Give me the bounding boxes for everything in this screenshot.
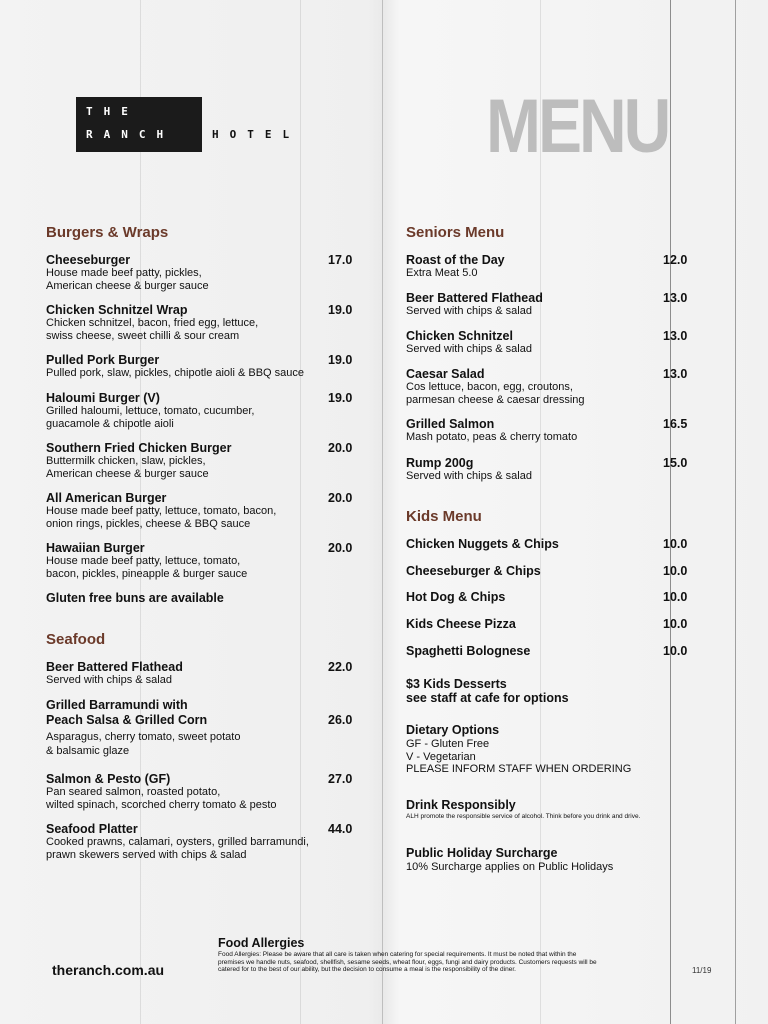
- menu-item: [46, 391, 356, 430]
- item-description: Served with chips & salad: [406, 305, 532, 317]
- item-description: House made beef patty, lettuce, tomato, bacon, pickles, pineapple & burger sauce: [46, 555, 248, 580]
- menu-item: [406, 367, 656, 406]
- item-price: 10.0: [663, 644, 688, 658]
- item-description: Mash potato, peas & cherry tomato: [406, 431, 578, 443]
- item-price: 10.0: [663, 590, 688, 604]
- item-name: Chicken Nuggets & Chips: [406, 537, 559, 551]
- menu-item: [46, 660, 356, 687]
- version-code: 11/19: [692, 966, 712, 975]
- menu-item: [46, 303, 356, 342]
- item-name: Salmon & Pesto (GF): [46, 772, 171, 786]
- item-price: 16.5: [663, 417, 688, 431]
- holiday-title: Public Holiday Surcharge: [406, 846, 558, 860]
- dietary-lines: GF - Gluten Free V - Vegetarian PLEASE INFORM STAFF WHEN ORDERING: [406, 738, 632, 775]
- menu-item: [406, 417, 656, 444]
- item-name: Roast of the Day: [406, 253, 505, 267]
- item-description: Cos lettuce, bacon, egg, croutons, parmesan cheese & caesar dressing: [406, 381, 585, 406]
- wood-plank-line: [382, 0, 383, 1024]
- item-price: 13.0: [663, 367, 688, 381]
- item-description: Served with chips & salad: [406, 470, 532, 482]
- menu-item: [46, 491, 356, 530]
- item-price: 27.0: [328, 772, 353, 786]
- gluten-free-note: Gluten free buns are available: [46, 591, 224, 605]
- item-name: Rump 200g: [406, 456, 474, 470]
- section-title-burgers: Burgers & Wraps: [46, 224, 169, 241]
- item-description: Buttermilk chicken, slaw, pickles, American cheese & burger sauce: [46, 455, 209, 480]
- item-name: Kids Cheese Pizza: [406, 617, 516, 631]
- item-description: Pulled pork, slaw, pickles, chipotle aioli & BBQ sauce: [46, 367, 305, 379]
- kids-desserts-note: $3 Kids Desserts see staff at cafe for options: [406, 677, 569, 705]
- item-price: 19.0: [328, 391, 353, 405]
- item-price: 13.0: [663, 291, 688, 305]
- item-description: House made beef patty, lettuce, tomato, bacon, onion rings, pickles, cheese & BBQ sauce: [46, 505, 277, 530]
- item-description: Served with chips & salad: [46, 674, 172, 686]
- item-name: Hot Dog & Chips: [406, 590, 506, 604]
- section-title-seniors: Seniors Menu: [406, 224, 505, 241]
- item-price: 19.0: [328, 303, 353, 317]
- item-name: Spaghetti Bolognese: [406, 644, 531, 658]
- menu-item: [406, 456, 656, 483]
- item-name: Haloumi Burger (V): [46, 391, 160, 405]
- item-description: Extra Meat 5.0: [406, 267, 478, 279]
- item-price: 10.0: [663, 537, 688, 551]
- menu-item: [46, 541, 356, 580]
- menu-item: [46, 253, 356, 292]
- item-price: 20.0: [328, 541, 353, 555]
- section-title-kids: Kids Menu: [406, 508, 482, 525]
- item-name: Hawaiian Burger: [46, 541, 145, 555]
- item-price: 12.0: [663, 253, 688, 267]
- menu-item: [46, 698, 356, 758]
- item-price: 44.0: [328, 822, 353, 836]
- item-price: 13.0: [663, 329, 688, 343]
- item-price: 22.0: [328, 660, 353, 674]
- item-name: All American Burger: [46, 491, 167, 505]
- item-description: Grilled haloumi, lettuce, tomato, cucumber, guacamole & chipotle aioli: [46, 405, 255, 430]
- item-name: Caesar Salad: [406, 367, 485, 381]
- item-price: 15.0: [663, 456, 688, 470]
- section-title-seafood: Seafood: [46, 631, 106, 648]
- item-name: Cheeseburger: [46, 253, 131, 267]
- drink-text: ALH promote the responsible service of alcohol. Think before you drink and drive.: [406, 813, 641, 820]
- item-description: Chicken schnitzel, bacon, fried egg, lettuce, swiss cheese, sweet chilli & sour cream: [46, 317, 259, 342]
- item-name: Grilled Salmon: [406, 417, 495, 431]
- logo-line-the: THE: [86, 105, 139, 118]
- allergy-title: Food Allergies: [218, 936, 305, 950]
- item-name: Chicken Schnitzel Wrap: [46, 303, 188, 317]
- item-name: Beer Battered Flathead: [46, 660, 183, 674]
- item-name: Pulled Pork Burger: [46, 353, 160, 367]
- item-name: Southern Fried Chicken Burger: [46, 441, 232, 455]
- item-price: 17.0: [328, 253, 353, 267]
- menu-item: [406, 253, 656, 280]
- item-price: 20.0: [328, 491, 353, 505]
- menu-item: [46, 353, 356, 380]
- menu-item: [46, 772, 356, 811]
- item-name: Seafood Platter: [46, 822, 138, 836]
- item-price: 20.0: [328, 441, 353, 455]
- item-price: 26.0: [328, 713, 353, 727]
- logo-line-ranch: RANCH: [86, 128, 175, 141]
- item-description: Cooked prawns, calamari, oysters, grilled barramundi, prawn skewers served with chips & salad: [46, 836, 309, 861]
- item-description: House made beef patty, pickles, American cheese & burger sauce: [46, 267, 209, 292]
- item-price: 10.0: [663, 564, 688, 578]
- item-price: 10.0: [663, 617, 688, 631]
- item-name: Grilled Barramundi with Peach Salsa & Grilled Corn: [46, 698, 208, 727]
- item-name: Chicken Schnitzel: [406, 329, 513, 343]
- holiday-text: 10% Surcharge applies on Public Holidays: [406, 861, 614, 873]
- logo-line-hotel: HOTEL: [212, 128, 301, 141]
- drink-title: Drink Responsibly: [406, 798, 516, 812]
- website-link[interactable]: theranch.com.au: [52, 962, 165, 978]
- item-description: Pan seared salmon, roasted potato, wilted spinach, scorched cherry tomato & pesto: [46, 786, 277, 811]
- menu-item: [46, 822, 356, 861]
- item-name: Beer Battered Flathead: [406, 291, 543, 305]
- item-price: 19.0: [328, 353, 353, 367]
- menu-item: [406, 329, 656, 356]
- wood-plank-line: [735, 0, 736, 1024]
- item-name: Cheeseburger & Chips: [406, 564, 541, 578]
- allergy-text: Food Allergies: Please be aware that all care is taken when catering for special requirements. It must be noted that within the premises we handle nuts, seafood, shellfish, sesame seeds, wheat flour, eggs, fungi and dairy products. Customers requests will be catered for to the best of our ability, but the decision to consume a meal is the responsibility of the diner.: [218, 951, 597, 973]
- menu-title: MENU: [486, 83, 669, 169]
- dietary-title: Dietary Options: [406, 723, 500, 737]
- item-description: Asparagus, cherry tomato, sweet potato & balsamic glaze: [46, 731, 241, 757]
- menu-item: [46, 441, 356, 480]
- ranch-logo: [76, 97, 202, 152]
- item-description: Served with chips & salad: [406, 343, 532, 355]
- menu-item: [406, 291, 656, 318]
